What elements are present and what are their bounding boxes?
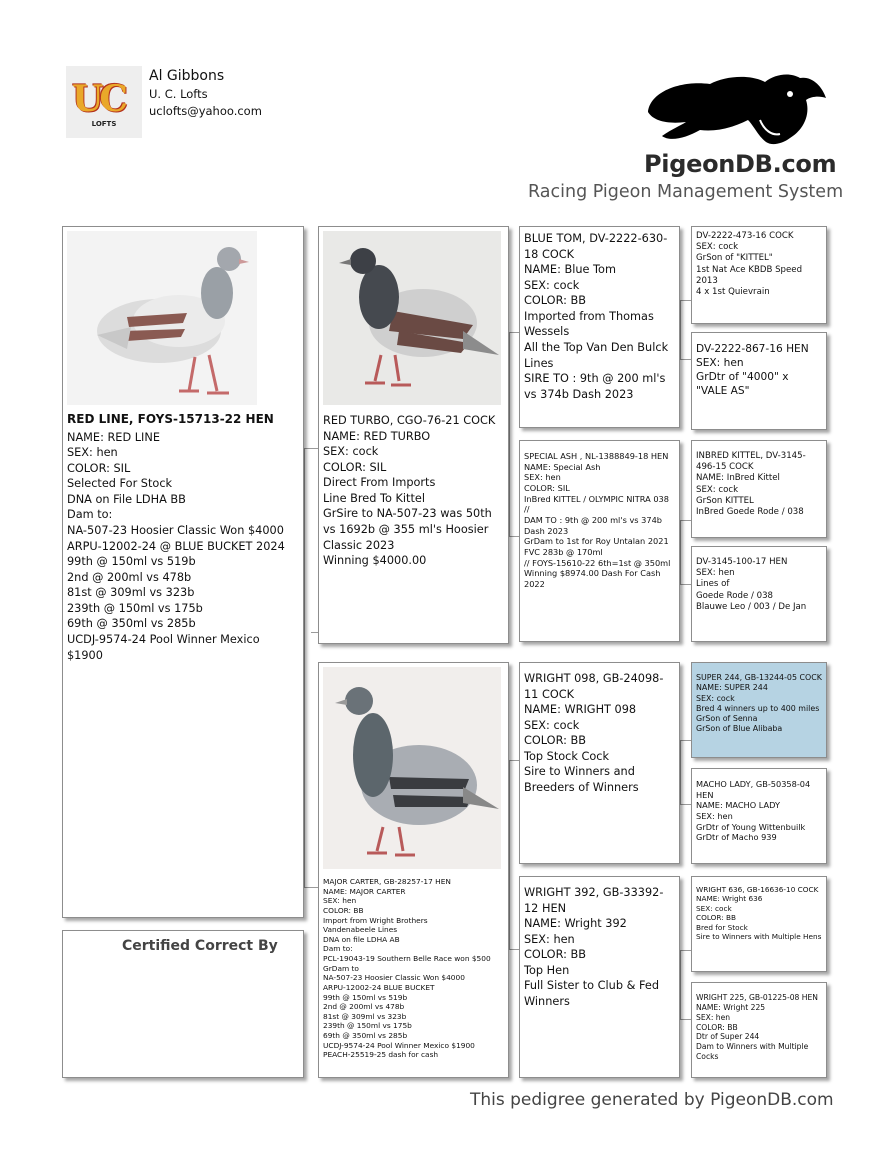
sdd-card [691, 546, 827, 642]
subject-title: RED LINE, FOYS-15713-22 HEN [67, 412, 274, 426]
sire-dam-details: SPECIAL ASH , NL-1388849-18 HEN NAME: Special Ash SEX: hen COLOR: SIL InBred KITTEL / OLYMPIC NITRA 038 // DAM TO : 9th @ 200 ml's vs 374b Dash 2023 GrDam to 1st for Roy Untalan 2021 FVC 283b @ 170ml // FOYS-15610-22 6th=1st @ 350ml Winning $8974.00 Dash For Cash 2022 [524, 451, 671, 589]
sire-card [318, 226, 509, 644]
sss-details: DV-2222-473-16 COCK SEX: cock GrSon of "KITTEL" 1st Nat Ace KBDB Speed 2013 4 x 1st Quievrain [696, 231, 803, 297]
pigeondb-tagline: Racing Pigeon Management System [528, 182, 844, 202]
dam-dam-card [519, 876, 680, 1078]
dss-card [691, 662, 827, 758]
connector [304, 448, 318, 888]
ssd-card [691, 332, 827, 430]
connector [509, 760, 519, 950]
sds-card [691, 440, 827, 538]
connector [680, 740, 691, 805]
sdd-details: DV-3145-100-17 HEN SEX: hen Lines of Goede Rode / 038 Blauwe Leo / 003 / De Jan [696, 557, 807, 612]
ddd-card [691, 982, 827, 1078]
dam-sire-card [519, 662, 680, 864]
dsd-card [691, 768, 827, 864]
dds-card [691, 876, 827, 972]
pigeondb-logo-icon [640, 72, 830, 152]
sire-details: RED TURBO, CGO-76-21 COCK NAME: RED TURBO SEX: cock COLOR: SIL Direct From Imports Line Bred To Kittel GrSire to NA-507-23 was 50th vs 1692b @ 355 ml's Hoosier Classic 2023 Winning $4000.00 [323, 414, 496, 568]
owner-loft: U. C. Lofts [149, 87, 208, 101]
loft-logo-sub: LOFTS [91, 120, 117, 128]
dam-photo [323, 667, 501, 869]
connector [680, 950, 691, 1020]
sire-sire-card [519, 226, 680, 428]
pigeondb-brand-name: PigeonDB.com [644, 150, 837, 178]
subject-card [62, 226, 304, 918]
sss-card [691, 226, 827, 324]
sds-details: INBRED KITTEL, DV-3145-496-15 COCK NAME: InBred Kittel SEX: cock GrSon KITTEL InBred Goede Rode / 038 [696, 451, 806, 517]
sire-sire-details: BLUE TOM, DV-2222-630-18 COCK NAME: Blue Tom SEX: cock COLOR: BB Imported from Thomas Wessels All the Top Van Den Bulck Lines SIRE TO : 9th @ 200 ml's vs 374b Dash 2023 [524, 232, 669, 401]
sire-dam-card [519, 440, 680, 642]
dam-card [318, 662, 509, 1078]
certified-label: Certified Correct By [122, 938, 278, 954]
connector [680, 300, 691, 360]
dds-details: WRIGHT 636, GB-16636-10 COCK NAME: Wright 636 SEX: cock COLOR: BB Bred for Stock Sire to Winners with Multiple Hens [696, 885, 822, 942]
loft-logo [66, 66, 142, 138]
subject-details: NAME: RED LINE SEX: hen COLOR: SIL Selected For Stock DNA on File LDHA BB Dam to: NA-507-23 Hoosier Classic Won $4000 ARPU-12002-24 @ BLUE BUCKET 2024 99th @ 150ml vs 519b 2nd @ 200ml vs 478b 81st @ 309ml vs 323b 239th @ 150ml vs 175b 69th @ 350ml vs 285b UCDJ-9574-24 Pool Winner Mexico $1900 [67, 430, 285, 662]
loft-logo-text: UC [72, 78, 125, 120]
subject-photo [67, 231, 257, 405]
dam-dam-details: WRIGHT 392, GB-33392-12 HEN NAME: Wright 392 SEX: hen COLOR: BB Top Hen Full Sister to Club & Fed Winners [524, 886, 664, 1009]
owner-name: Al Gibbons [149, 68, 225, 84]
connector [680, 520, 691, 585]
sire-photo [323, 231, 501, 405]
ddd-details: WRIGHT 225, GB-01225-08 HEN NAME: Wright 225 SEX: hen COLOR: BB Dtr of Super 244 Dam to Winners with Multiple Cocks [696, 993, 818, 1062]
dsd-details: MACHO LADY, GB-50358-04 HEN NAME: MACHO LADY SEX: hen GrDtr of Young Wittenbuilk GrDtr of Macho 939 [696, 779, 811, 843]
dam-details: MAJOR CARTER, GB-28257-17 HEN NAME: MAJOR CARTER SEX: hen COLOR: BB Import from Wright Brothers Vandenabeele Lines DNA on file LDHA AB Dam to: PCL-19043-19 Southern Belle Race won $500 GrDam to NA-507-23 Hoosier Classic Won $4000 ARPU-12002-24 BLUE BUCKET 99th @ 150ml vs 519b 2nd @ 200ml vs 478b 81st @ 309ml vs 323b 239th @ 150ml vs 175b 69th @ 350ml vs 285b UCDJ-9574-24 Pool Winner Mexico $1900 PEACH-25519-25 dash for cash [323, 877, 491, 1060]
connector [311, 632, 318, 633]
owner-email[interactable]: uclofts@yahoo.com [149, 104, 262, 118]
owner-info [149, 68, 262, 118]
footer-generated-by: This pedigree generated by PigeonDB.com [470, 1090, 834, 1110]
ssd-details: DV-2222-867-16 HEN SEX: hen GrDtr of "4000" x "VALE AS" [696, 343, 809, 397]
connector [509, 332, 519, 537]
dam-sire-details: WRIGHT 098, GB-24098-11 COCK NAME: WRIGHT 098 SEX: cock COLOR: BB Top Stock Cock Sire to Winners and Breeders of Winners [524, 672, 664, 795]
dss-details: SUPER 244, GB-13244-05 COCK NAME: SUPER 244 SEX: cock Bred 4 winners up to 400 miles GrSon of Senna GrSon of Blue Alibaba [696, 673, 822, 734]
